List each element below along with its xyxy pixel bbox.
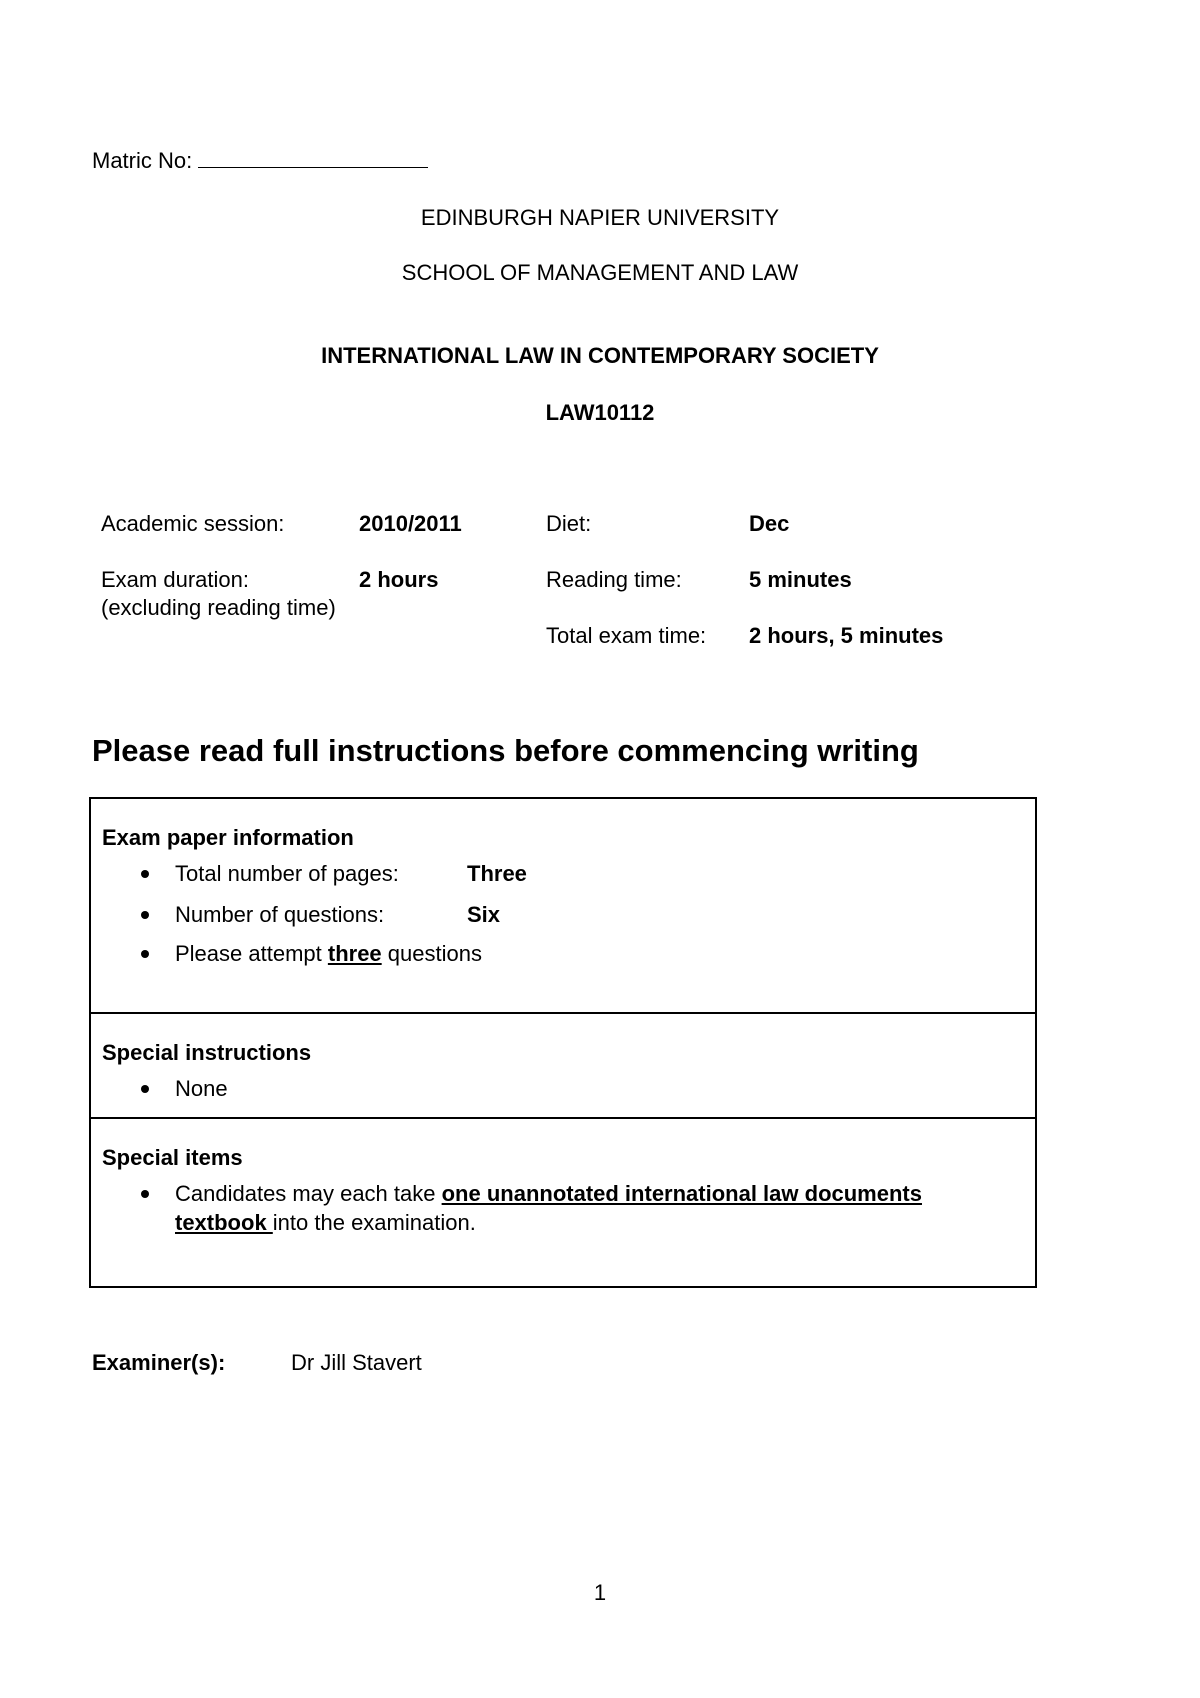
total-time-label: Total exam time: — [546, 623, 707, 648]
info-section-title: Exam paper information — [102, 825, 354, 850]
special-items-suffix: into the examination. — [272, 1210, 476, 1235]
exam-duration-value: 2 hours — [359, 567, 439, 592]
total-time-value: 2 hours, 5 minutes — [749, 623, 944, 648]
attempt-instruction — [175, 941, 482, 967]
bullet-icon — [141, 1190, 149, 1198]
bullet-icon — [141, 1085, 149, 1093]
section-divider — [91, 1012, 1035, 1014]
examiner-name: Dr Jill Stavert — [291, 1350, 422, 1375]
school-name: SCHOOL OF MANAGEMENT AND LAW — [401, 260, 799, 285]
bullet-icon — [141, 950, 149, 958]
bullet-icon — [141, 870, 149, 878]
section-divider — [91, 1117, 1035, 1119]
special-items-bold-1: one unannotated international law documents — [441, 1181, 922, 1206]
academic-session-label: Academic session: — [101, 511, 285, 536]
pages-value: Three — [467, 861, 527, 886]
special-items-line-2 — [175, 1210, 476, 1236]
module-code: LAW10112 — [545, 400, 655, 425]
module-title: INTERNATIONAL LAW IN CONTEMPORARY SOCIETY — [321, 343, 879, 368]
reading-time-label: Reading time: — [546, 567, 682, 592]
diet-value: Dec — [749, 511, 790, 536]
special-instructions-title: Special instructions — [102, 1040, 312, 1065]
questions-value: Six — [467, 902, 501, 927]
exam-duration-label: Exam duration: — [101, 567, 249, 592]
special-items-bold-2: textbook — [175, 1210, 273, 1235]
exam-duration-note: (excluding reading time) — [101, 595, 336, 620]
instructions-heading: Please read full instructions before commencing writing — [92, 733, 919, 768]
examiner-label: Examiner(s): — [92, 1350, 226, 1375]
reading-time-value: 5 minutes — [749, 567, 852, 592]
special-items-line-1 — [175, 1181, 922, 1207]
matric-label: Matric No: — [92, 148, 193, 173]
special-instructions-item: None — [175, 1076, 228, 1101]
page-number: 1 — [593, 1580, 607, 1605]
special-items-title: Special items — [102, 1145, 243, 1170]
questions-label: Number of questions: — [175, 902, 385, 927]
exam-info-box — [89, 797, 1037, 1288]
diet-label: Diet: — [546, 511, 592, 536]
attempt-prefix: Please attempt — [175, 941, 328, 966]
academic-session-value: 2010/2011 — [359, 511, 462, 536]
bullet-icon — [141, 911, 149, 919]
attempt-suffix: questions — [381, 941, 482, 966]
pages-label: Total number of pages: — [175, 861, 399, 886]
matric-blank-line[interactable] — [198, 148, 428, 168]
matric-field — [92, 148, 428, 174]
university-name: EDINBURGH NAPIER UNIVERSITY — [420, 205, 780, 230]
attempt-count: three — [327, 941, 382, 966]
special-items-prefix: Candidates may each take — [175, 1181, 442, 1206]
